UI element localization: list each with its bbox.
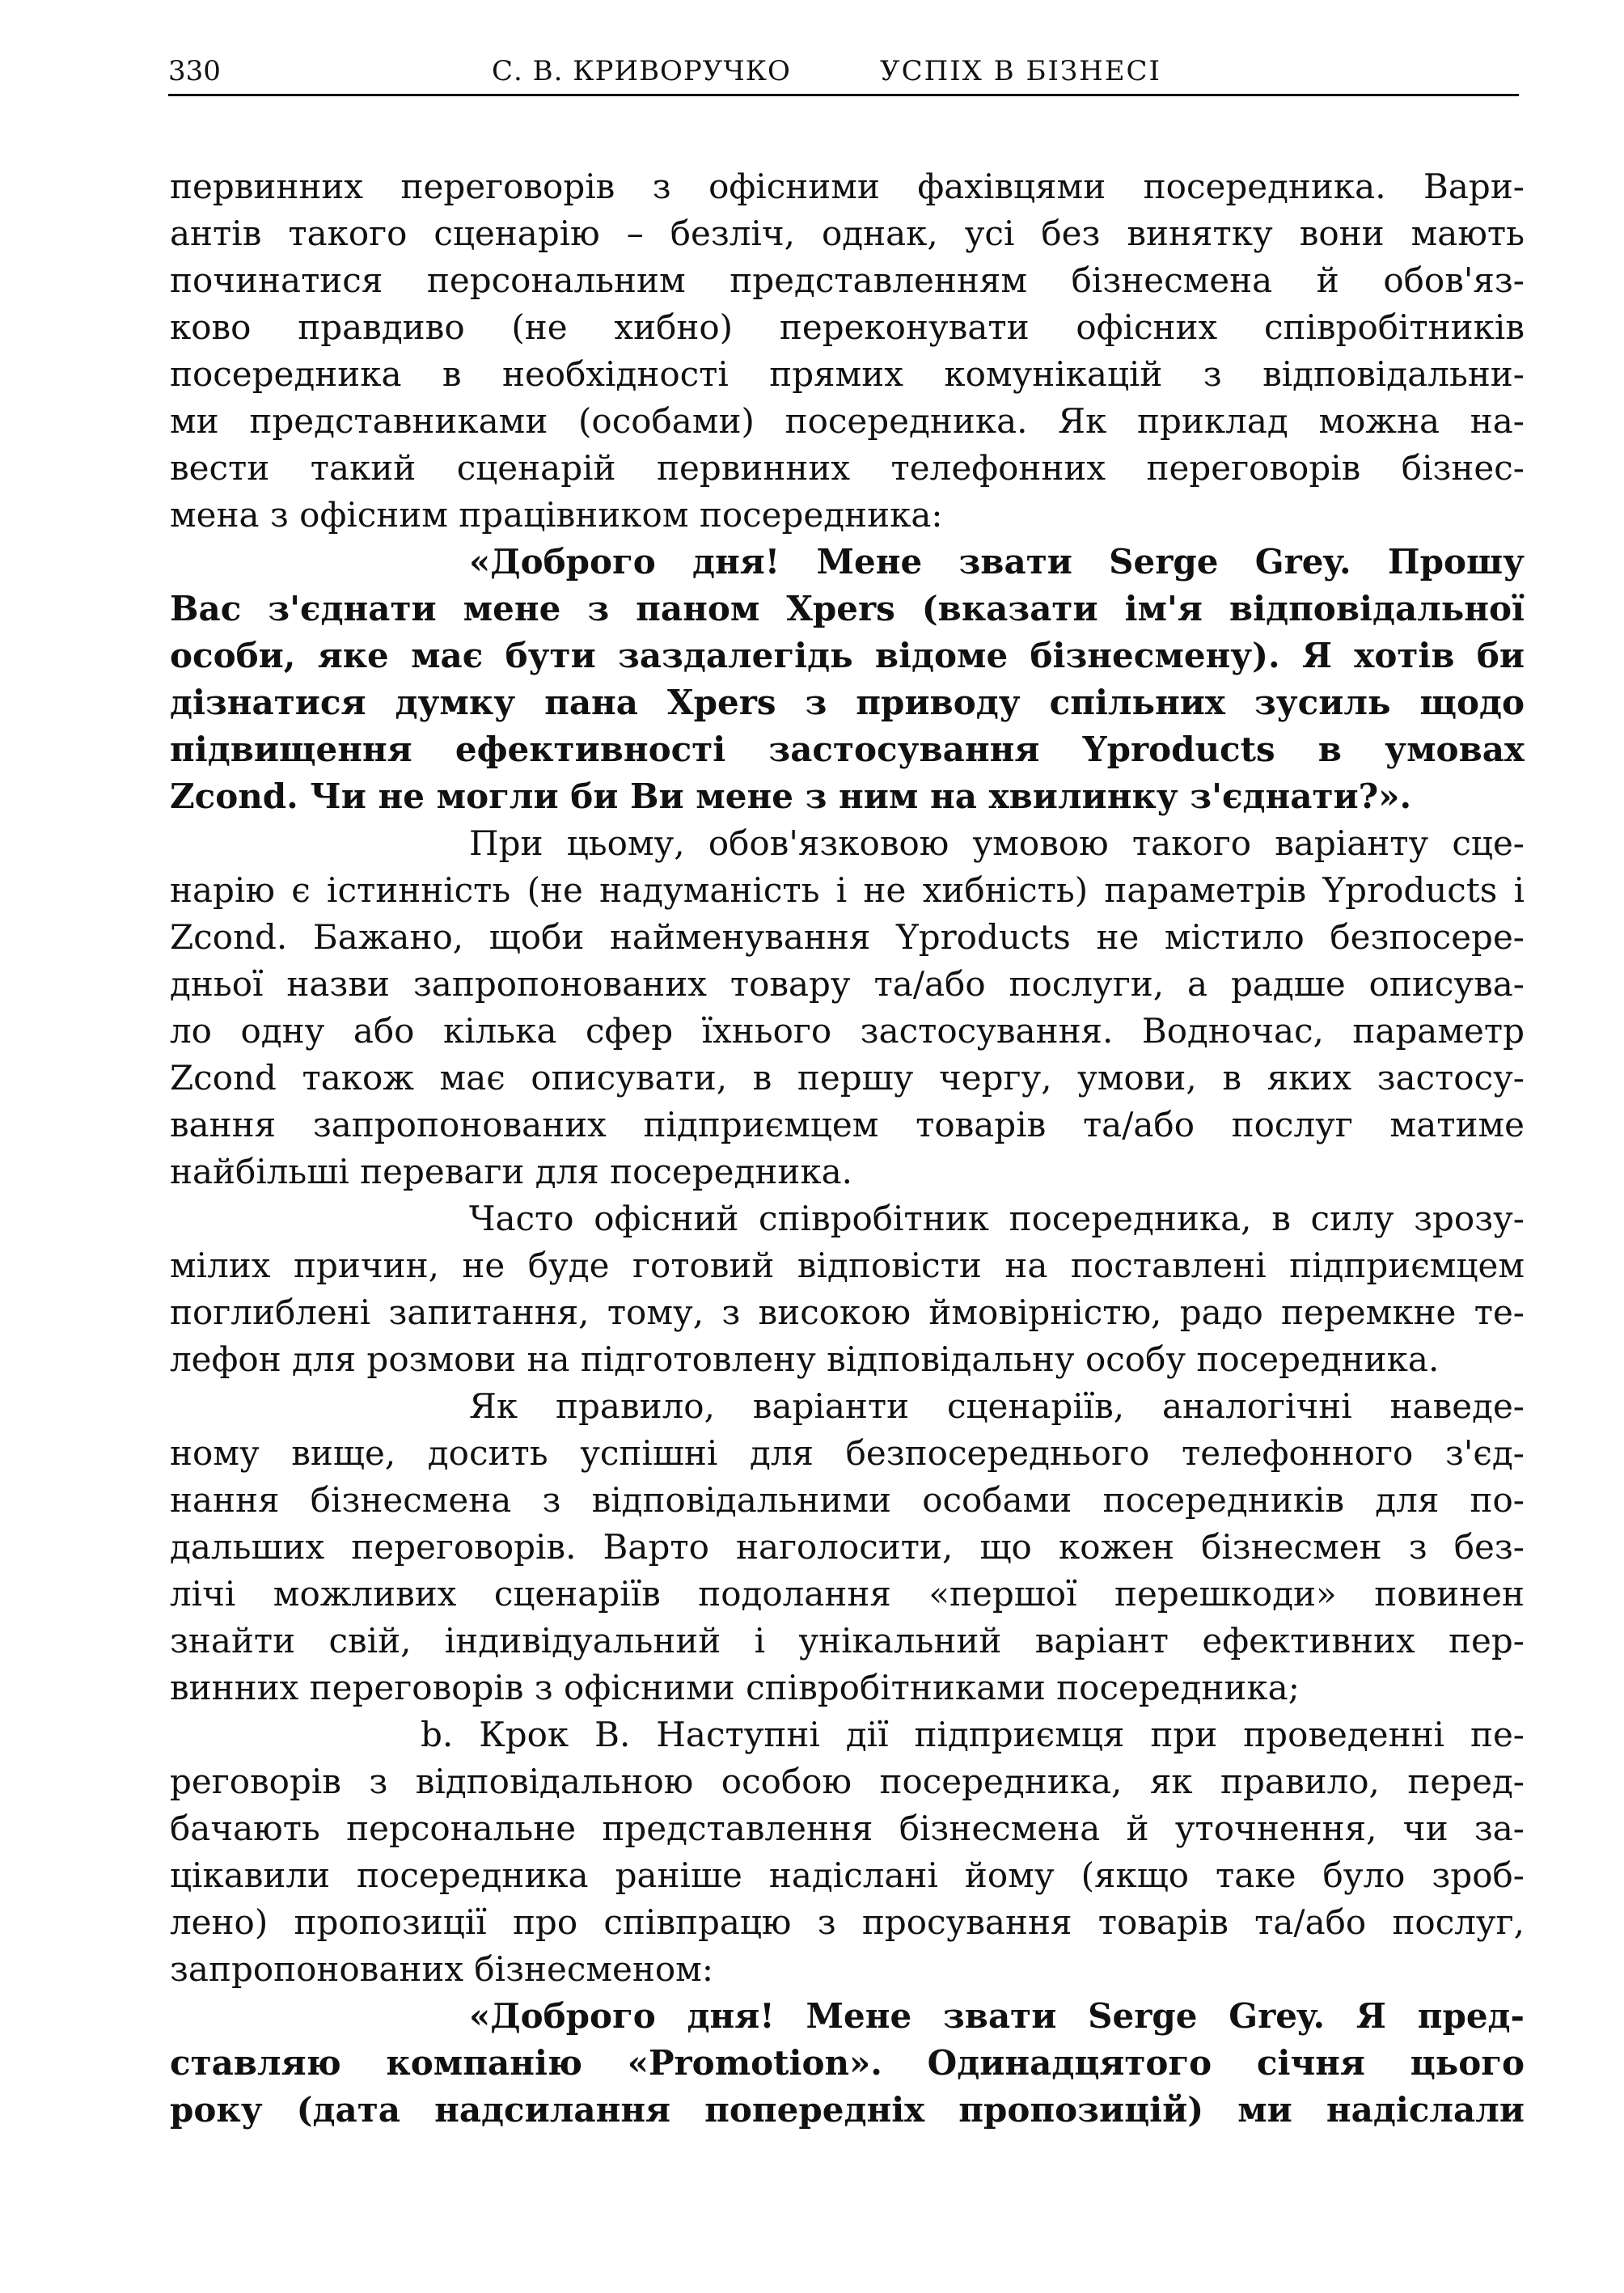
header-title: УСПІХ В БІЗНЕСІ (880, 55, 1161, 87)
text-line: первинних переговорів з офісними фахівцями посередника. Вари- (170, 167, 1525, 206)
quote-line: Zcond. Чи не могли би Ви мене з ним на хвилинку з'єднати?». (170, 776, 1412, 816)
text-line: бачають персональне представлення бізнесмена й уточнення, чи за- (170, 1809, 1525, 1848)
text-line: починатися персональним представленням бізнесмена й обов'яз- (170, 260, 1525, 300)
text-line: ному вище, досить успішні для безпосереднього телефонного з'єд- (170, 1433, 1525, 1473)
text-line: антів такого сценарію – безліч, однак, усі без винятку вони мають (170, 214, 1525, 253)
text-line: поглиблені запитання, тому, з високою ймовірністю, радо перемкне те- (170, 1292, 1525, 1332)
text-line: Zcond також має описувати, в першу чергу, умови, в яких застосу- (170, 1058, 1525, 1098)
text-line: лічі можливих сценаріїв подолання «першої перешкоди» повинен (170, 1574, 1525, 1614)
text-line: вести такий сценарій первинних телефонних переговорів бізнес- (170, 448, 1525, 488)
text-line: лефон для розмови на підготовлену відповідальну особу посередника. (170, 1339, 1440, 1379)
text-line: ми представниками (особами) посередника. Як приклад можна на- (170, 401, 1525, 441)
text-line: цікавили посередника раніше надіслані йому (якщо таке було зроб- (170, 1855, 1525, 1895)
text-line: знайти свій, індивідуальний і унікальний варіант ефективних пер- (170, 1621, 1525, 1661)
text-line: винних переговорів з офісними співробітниками посередника; (170, 1668, 1300, 1707)
quote-line: підвищення ефективності застосування Yproducts в умовах (170, 730, 1525, 769)
text-line: запропонованих бізнесменом: (170, 1949, 713, 1989)
text-line: вання запропонованих підприємцем товарів та/або послуг матиме (170, 1105, 1525, 1144)
quote-line: «Доброго дня! Мене звати Serge Grey. Прошу (469, 542, 1525, 582)
text-line: мілих причин, не буде готовий відповісти на поставлені підприємцем (170, 1246, 1525, 1285)
text-line: При цьому, обов'язковою умовою такого варіанту сце- (469, 823, 1525, 863)
text-line: ково правдиво (не хибно) переконувати офісних співробітників (170, 307, 1525, 347)
page-number: 330 (168, 55, 221, 87)
text-line: Часто офісний співробітник посередника, в силу зрозу- (469, 1199, 1525, 1238)
quote-line: року (дата надсилання попередніх пропозицій) ми надіслали (170, 2090, 1525, 2130)
text-line: Як правило, варіанти сценаріїв, аналогічні наведе- (469, 1386, 1525, 1426)
running-header (168, 49, 1519, 96)
quote-line: ставляю компанію «Promotion». Одинадцятого січня цього (170, 2043, 1525, 2083)
text-line: дньої назви запропонованих товару та/або послуги, а радше описува- (170, 964, 1525, 1004)
text-line: нання бізнесмена з відповідальними особами посередників для по- (170, 1480, 1525, 1520)
text-line: реговорів з відповідальною особою посередника, як правило, перед- (170, 1762, 1525, 1801)
text-line: мена з офісним працівником посередника: (170, 495, 943, 535)
quote-line: особи, яке має бути заздалегідь відоме бізнесмену). Я хотів би (170, 636, 1525, 675)
text-line: Zcond. Бажано, щоби найменування Yproducts не містило безпосере- (170, 917, 1525, 957)
quote-line: дізнатися думку пана Xpers з приводу спільних зусиль щодо (170, 683, 1525, 722)
text-line: лено) пропозиції про співпрацю з просування товарів та/або послуг, (170, 1902, 1525, 1942)
quote-line: «Доброго дня! Мене звати Serge Grey. Я пред- (469, 1996, 1525, 2036)
text-line: ло одну або кілька сфер їхнього застосування. Водночас, параметр (170, 1011, 1525, 1051)
text-line: дальших переговорів. Варто наголосити, що кожен бізнесмен з без- (170, 1527, 1525, 1567)
text-line: найбільші переваги для посередника. (170, 1152, 853, 1191)
text-line: b. Крок B. Наступні дії підприємця при проведенні пе- (421, 1715, 1525, 1754)
header-author: С. В. КРИВОРУЧКО (492, 55, 791, 87)
quote-line: Вас з'єднати мене з паном Xpers (вказати ім'я відповідальної (170, 589, 1525, 628)
text-line: посередника в необхідності прямих комунікацій з відповідальни- (170, 354, 1525, 394)
text-line: нарію є істинність (не надуманість і не хибність) параметрів Yproducts і (170, 870, 1525, 910)
